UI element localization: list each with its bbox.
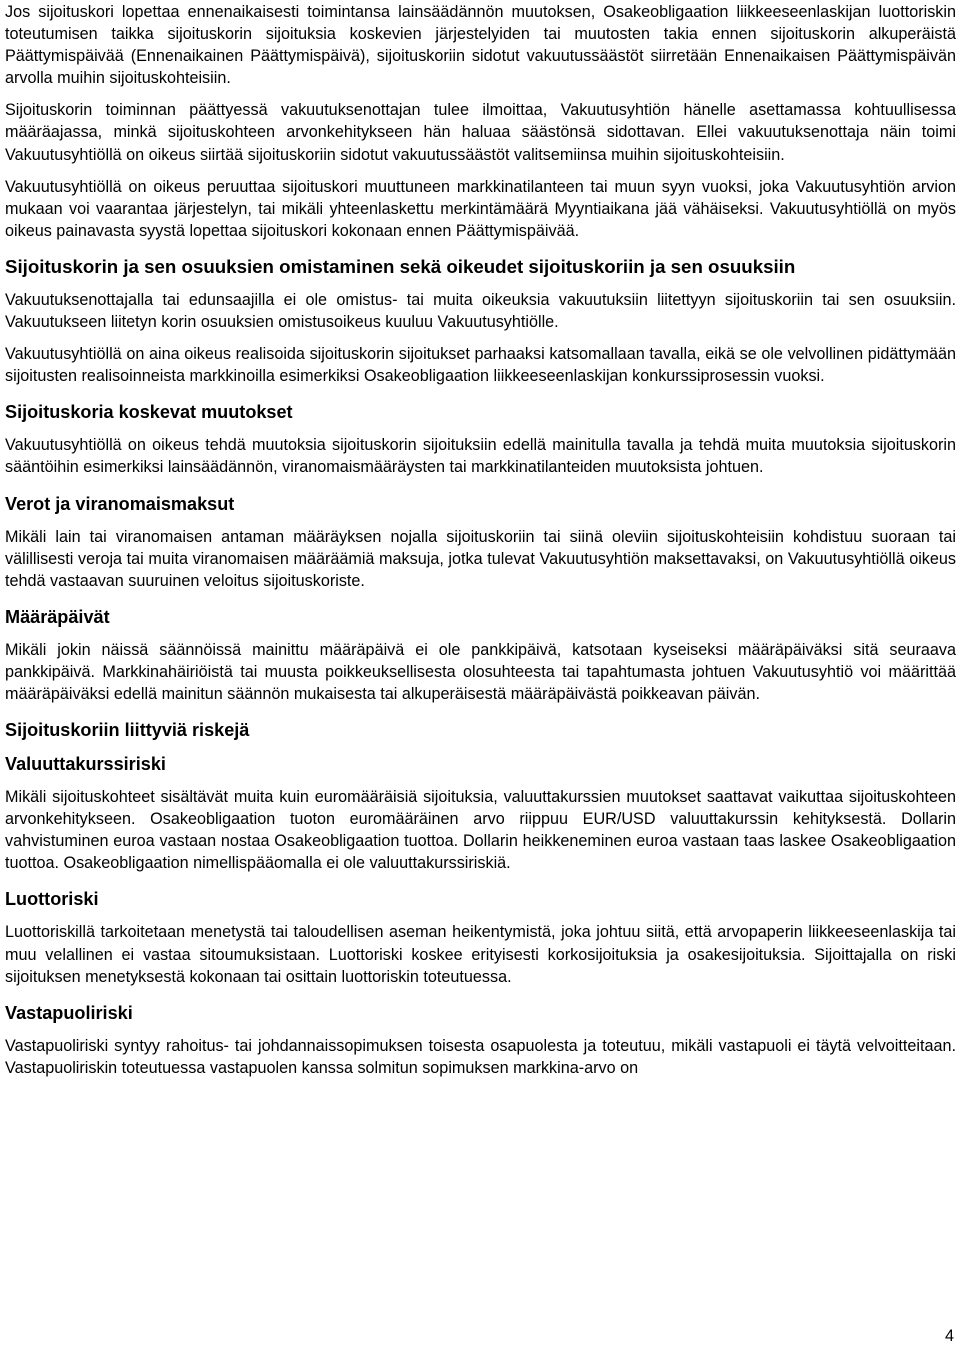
heading-risks: Sijoituskoriin liittyviä riskejä	[5, 720, 250, 741]
paragraph-cancellation-right: Vakuutusyhtiöllä on oikeus peruuttaa sijoituskori muuttuneen markkinatilanteen tai muun syyn vuoksi, joka Vakuutusyhtiön arvion mukaan voi vaarantaa järjestelyn, tai mikäli yhteenlaskettu merkintämäärä Myyntiaikana jää vähäiseksi. Vakuutusyhtiöllä on myös oikeus painavasta syystä lopettaa sijoituskori kokonaan ennen Päättymispäivää.	[5, 177, 956, 240]
paragraph-ownership-rights: Vakuutuksenottajalla tai edunsaajilla ei ole omistus- tai muita oikeuksia vakuutuksiin liitettyyn sijoituskoriin tai sen osuuksiin. Vakuutukseen liitetyn korin osuuksien omistusoikeus kuuluu Vakuutusyhtiölle.	[5, 290, 956, 332]
heading-credit-risk: Luottoriski	[5, 889, 99, 910]
paragraph-realisation: Vakuutusyhtiöllä on aina oikeus realisoida sijoituskorin sijoitukset parhaaksi katsomallaan tavalla, eikä se ole velvollinen pidättymään sijoitusten realisoinneista markkinoilla esimerkiksi Osakeobligaation liikkeeseenlaskijan konkurssiprosessin vuoksi.	[5, 345, 956, 386]
paragraph-due-dates: Mikäli jokin näissä säännöissä mainittu määräpäivä ei ole pankkipäivä, katsotaan kyseiseksi määräpäiväksi sitä seuraava pankkipäivä. Markkinahäiriöistä tai muusta poikkeuksellisesta olosuhteesta tai tapahtumasta johtuen Vakuutusyhtiö voi määrittää määräpäiväksi edellä mainitun säännön mukaisesta tai alkuperäisestä määräpäivästä poikkeavan päivän.	[5, 640, 956, 703]
heading-currency-risk: Valuuttakurssiriski	[5, 754, 166, 775]
heading-due-dates: Määräpäivät	[5, 606, 110, 627]
page-number: 4	[944, 1327, 954, 1345]
paragraph-end-of-operation: Sijoituskorin toiminnan päättyessä vakuutuksenottajan tulee ilmoittaa, Vakuutusyhtiön hänelle asettamassa kohtuullisessa määräajassa, minkä sijoituskohteen arvonkehitykseen hän haluaa säästönsä sidottavan. Ellei vakuutuksenottaja näin toimi Vakuutusyhtiöllä on oikeus siirtää sijoituskoriin sidotut vakuutussäästöt valitsemiinsa muihin sijoituskohteisiin.	[5, 101, 956, 164]
heading-taxes: Verot ja viranomaismaksut	[5, 493, 235, 514]
heading-counterparty-risk: Vastapuoliriski	[5, 1002, 133, 1023]
document-page	[5, 1, 956, 1079]
paragraph-changes: Vakuutusyhtiöllä on oikeus tehdä muutoksia sijoituskorin sijoituksiin edellä mainitulla tavalla ja tehdä muita muutoksia sijoituskorin sääntöihin esimerkiksi lainsäädännön, viranomaismääräysten tai markkinatilanteiden muutoksista johtuen.	[5, 436, 956, 477]
paragraph-counterparty-risk: Vastapuoliriski syntyy rahoitus- tai johdannaissopimuksen toisesta osapuolesta ja toteutuu, mikäli vastapuoli ei täytä velvoitteitaan. Vastapuoliriskin toteutuessa vastapuolen kanssa solmitun sopimuksen markkina-arvo on	[5, 1036, 956, 1077]
paragraph-credit-risk: Luottoriskillä tarkoitetaan menetystä tai taloudellisen aseman heikentymistä, joka johtuu siitä, että arvopaperin liikkeeseenlaskija tai muu velallinen ei vastaa sitoumuksistaan. Luottoriski koskee erityisesti korkosijoituksia ja osakesijoituksia. Sijoittajalla on riski sijoituksen menetyksestä kokonaan tai osittain luottoriskin toteutuessa.	[5, 923, 956, 986]
paragraph-currency-risk: Mikäli sijoituskohteet sisältävät muita kuin euromääräisiä sijoituksia, valuuttakurssien muutokset saattavat vaikuttaa sijoituskohteen arvonkehitykseen. Osakeobligaation tuoton euromääräinen arvo riippuu EUR/USD valuuttakurssin kehityksestä. Dollarin vahvistuminen euroa vastaan nostaa Osakeobligaation tuottoa. Dollarin heikkeneminen euroa vastaan taas laskee Osakeobligaation tuottoa. Osakeobligaation nimellispääomalla ei ole valuuttakurssiriskiä.	[5, 788, 956, 873]
paragraph-taxes: Mikäli lain tai viranomaisen antaman määräyksen nojalla sijoituskoriin tai siinä oleviin sijoituskohteisiin kohdistuu suoraan tai välillisesti veroja tai muita viranomaisen määräämiä maksuja, jotka tulevat Vakuutusyhtiön maksettavaksi, on Vakuutusyhtiöllä oikeus tehdä vastaavan suuruinen veloitus sijoituskoriste.	[5, 527, 956, 590]
paragraph-early-termination: Jos sijoituskori lopettaa ennenaikaisesti toimintansa lainsäädännön muutoksen, Osakeobligaation liikkeeseenlaskijan luottoriskin toteutumisen taikka sijoituskorin sijoituksia koskevien järjestelyiden tai muutosten takia ennen sijoituskorin alkuperäistä Päättymispäivää (Ennenaikainen Päättymispäivä), sijoituskoriin sidotut vakuutussäästöt siirretään Ennenaikaisen Päättymispäivän arvolla muihin sijoituskohteisiin.	[5, 3, 956, 88]
heading-changes: Sijoituskoria koskevat muutokset	[5, 402, 293, 423]
heading-ownership: Sijoituskorin ja sen osuuksien omistaminen sekä oikeudet sijoituskoriin ja sen osuuksiin	[5, 255, 796, 277]
